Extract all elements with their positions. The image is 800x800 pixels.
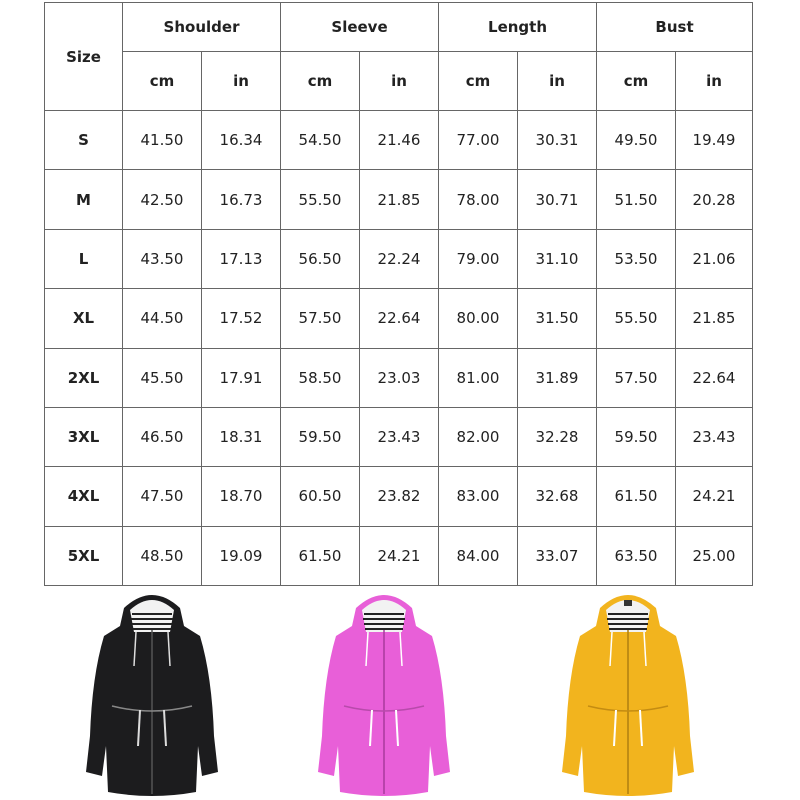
measurement-cell: 48.50 xyxy=(123,526,202,585)
measurement-cell: 24.21 xyxy=(360,526,439,585)
black-jacket-image xyxy=(72,586,232,800)
table-row xyxy=(45,407,753,466)
group-header-sleeve: Sleeve xyxy=(281,3,439,52)
measurement-cell: 24.21 xyxy=(676,467,753,526)
measurement-cell: 31.10 xyxy=(518,229,597,288)
measurement-cell: 17.13 xyxy=(202,229,281,288)
unit-header-cm: cm xyxy=(597,52,676,111)
measurement-cell: 30.31 xyxy=(518,111,597,170)
measurement-cell: 23.03 xyxy=(360,348,439,407)
measurement-cell: 19.49 xyxy=(676,111,753,170)
size-label: M xyxy=(45,170,123,229)
measurement-cell: 32.28 xyxy=(518,407,597,466)
size-chart-table xyxy=(44,2,753,586)
measurement-cell: 55.50 xyxy=(281,170,360,229)
black-jacket xyxy=(86,595,218,796)
measurement-cell: 59.50 xyxy=(597,407,676,466)
measurement-cell: 21.46 xyxy=(360,111,439,170)
measurement-cell: 30.71 xyxy=(518,170,597,229)
measurement-cell: 59.50 xyxy=(281,407,360,466)
table-row xyxy=(45,170,753,229)
measurement-cell: 46.50 xyxy=(123,407,202,466)
measurement-cell: 31.89 xyxy=(518,348,597,407)
size-label: 3XL xyxy=(45,407,123,466)
measurement-cell: 16.73 xyxy=(202,170,281,229)
measurement-cell: 58.50 xyxy=(281,348,360,407)
measurement-cell: 61.50 xyxy=(281,526,360,585)
measurement-cell: 83.00 xyxy=(439,467,518,526)
yellow-jacket xyxy=(562,595,694,796)
size-label: 5XL xyxy=(45,526,123,585)
unit-header-cm: cm xyxy=(439,52,518,111)
header-row-units xyxy=(45,52,753,111)
measurement-cell: 79.00 xyxy=(439,229,518,288)
size-label: XL xyxy=(45,289,123,348)
unit-header-cm: cm xyxy=(281,52,360,111)
unit-header-cm: cm xyxy=(123,52,202,111)
group-header-length: Length xyxy=(439,3,597,52)
measurement-cell: 43.50 xyxy=(123,229,202,288)
measurement-cell: 53.50 xyxy=(597,229,676,288)
measurement-cell: 25.00 xyxy=(676,526,753,585)
table-row xyxy=(45,526,753,585)
size-label: 2XL xyxy=(45,348,123,407)
measurement-cell: 57.50 xyxy=(597,348,676,407)
measurement-cell: 49.50 xyxy=(597,111,676,170)
measurement-cell: 45.50 xyxy=(123,348,202,407)
measurement-cell: 42.50 xyxy=(123,170,202,229)
table-row xyxy=(45,229,753,288)
measurement-cell: 20.28 xyxy=(676,170,753,229)
size-label: L xyxy=(45,229,123,288)
table-row xyxy=(45,348,753,407)
size-rows xyxy=(45,111,753,586)
measurement-cell: 44.50 xyxy=(123,289,202,348)
measurement-cell: 84.00 xyxy=(439,526,518,585)
size-label: 4XL xyxy=(45,467,123,526)
measurement-cell: 23.43 xyxy=(676,407,753,466)
measurement-cell: 82.00 xyxy=(439,407,518,466)
table-row xyxy=(45,467,753,526)
measurement-cell: 21.85 xyxy=(676,289,753,348)
header-row-groups xyxy=(45,3,753,52)
measurement-cell: 33.07 xyxy=(518,526,597,585)
size-label: S xyxy=(45,111,123,170)
unit-header-in: in xyxy=(202,52,281,111)
measurement-cell: 19.09 xyxy=(202,526,281,585)
table-row xyxy=(45,111,753,170)
measurement-cell: 61.50 xyxy=(597,467,676,526)
unit-header-in: in xyxy=(676,52,753,111)
measurement-cell: 80.00 xyxy=(439,289,518,348)
measurement-cell: 22.24 xyxy=(360,229,439,288)
pink-jacket xyxy=(318,595,450,796)
jacket-gallery xyxy=(0,586,800,800)
measurement-cell: 78.00 xyxy=(439,170,518,229)
measurement-cell: 18.70 xyxy=(202,467,281,526)
measurement-cell: 54.50 xyxy=(281,111,360,170)
measurement-cell: 17.91 xyxy=(202,348,281,407)
measurement-cell: 41.50 xyxy=(123,111,202,170)
measurement-cell: 55.50 xyxy=(597,289,676,348)
measurement-cell: 77.00 xyxy=(439,111,518,170)
measurement-cell: 22.64 xyxy=(360,289,439,348)
measurement-cell: 21.85 xyxy=(360,170,439,229)
group-header-shoulder: Shoulder xyxy=(123,3,281,52)
measurement-cell: 22.64 xyxy=(676,348,753,407)
yellow-jacket-image xyxy=(548,586,708,800)
measurement-cell: 23.82 xyxy=(360,467,439,526)
measurement-cell: 21.06 xyxy=(676,229,753,288)
group-header-bust: Bust xyxy=(597,3,753,52)
measurement-cell: 47.50 xyxy=(123,467,202,526)
measurement-cell: 57.50 xyxy=(281,289,360,348)
measurement-cell: 31.50 xyxy=(518,289,597,348)
measurement-cell: 56.50 xyxy=(281,229,360,288)
measurement-cell: 16.34 xyxy=(202,111,281,170)
pink-jacket-image xyxy=(304,586,464,800)
unit-header-in: in xyxy=(360,52,439,111)
unit-header-in: in xyxy=(518,52,597,111)
measurement-cell: 18.31 xyxy=(202,407,281,466)
size-header: Size xyxy=(45,3,123,111)
measurement-cell: 60.50 xyxy=(281,467,360,526)
table-row xyxy=(45,289,753,348)
measurement-cell: 51.50 xyxy=(597,170,676,229)
measurement-cell: 23.43 xyxy=(360,407,439,466)
measurement-cell: 17.52 xyxy=(202,289,281,348)
measurement-cell: 32.68 xyxy=(518,467,597,526)
measurement-cell: 81.00 xyxy=(439,348,518,407)
measurement-cell: 63.50 xyxy=(597,526,676,585)
